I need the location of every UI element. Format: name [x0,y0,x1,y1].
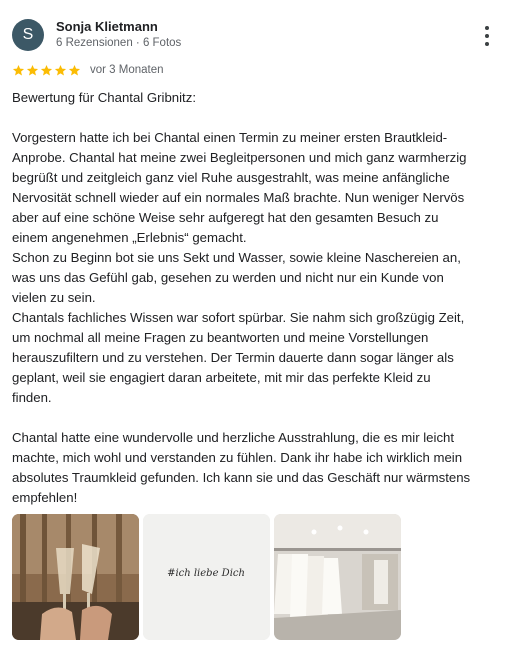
review-line: aber auf eine schöne Weise sehr aufgeregt hat den gesamten Besuch zu [12,210,439,225]
review-line: Chantal hatte eine wundervolle und herzliche Ausstrahlung, die es mir leicht [12,430,455,445]
reviewer-name[interactable]: Sonja Klietmann [56,19,158,34]
star-icon [68,64,81,77]
review-line: begrüßt und zeitgleich ganz viel Ruhe ausgestrahlt, was meine anfängliche [12,170,450,185]
review-line: empfehlen! [12,490,78,505]
review-time: vor 3 Monaten [90,64,164,76]
star-rating [12,64,82,77]
rating-row [12,62,164,78]
review-line: herauszufiltern und zu verstehen. Der Termin dauerte dann sogar länger als [12,350,454,365]
star-icon [40,64,53,77]
review-text [12,88,502,508]
photo-card[interactable] [143,514,270,640]
review-line [12,108,502,128]
review-line: machte, mich wohl und verstanden zu fühlen. Dank ihr habe ich wirklich mein [12,450,463,465]
star-icon [12,64,25,77]
review-photos [12,514,405,640]
review-line: finden. [12,390,52,405]
review-line [12,408,502,428]
review-line: einem angenehmen „Erlebnis“ gemacht. [12,230,247,245]
review-line: Schon zu Beginn bot sie uns Sekt und Wasser, sowie kleine Naschereien an, [12,250,461,265]
photo-bridal-store[interactable] [274,514,401,640]
more-dot [485,42,489,46]
card-caption: #ich liebe Dich [167,568,245,579]
review-line: absolutes Traumkleid gefunden. Ich kann sie und das Geschäft nur wärmstens [12,470,471,485]
reviewer-meta: 6 Rezensionen · 6 Fotos [56,37,182,49]
more-dot [485,26,489,30]
review-line: Chantals fachliches Wissen war sofort spürbar. Sie nahm sich großzügig Zeit, [12,310,465,325]
review-line: geplant, weil sie engagiert daran arbeitete, mit mir das perfekte Kleid zu [12,370,431,385]
more-options-icon[interactable] [484,26,490,46]
more-dot [485,34,489,38]
avatar[interactable]: S [12,19,44,51]
review-line: Nervosität schnell wieder auf ein normales Maß brachte. Nun weniger Nervös [12,190,465,205]
star-icon [54,64,67,77]
review-line: was uns das Gefühl gab, gesehen zu werden und nicht nur ein Kunde von [12,270,444,285]
review-line: vielen zu sein. [12,290,96,305]
review-line: um nochmal all meine Fragen zu beantworten und meine Vorstellungen [12,330,429,345]
review-line: Anprobe. Chantal hat meine zwei Begleitpersonen und mich ganz warmherzig [12,150,467,165]
star-icon [26,64,39,77]
review-line: Bewertung für Chantal Gribnitz: [12,90,196,105]
review-line: Vorgestern hatte ich bei Chantal einen Termin zu meiner ersten Brautkleid- [12,130,448,145]
review-header [12,18,502,54]
photo-champagne-toast[interactable] [12,514,139,640]
